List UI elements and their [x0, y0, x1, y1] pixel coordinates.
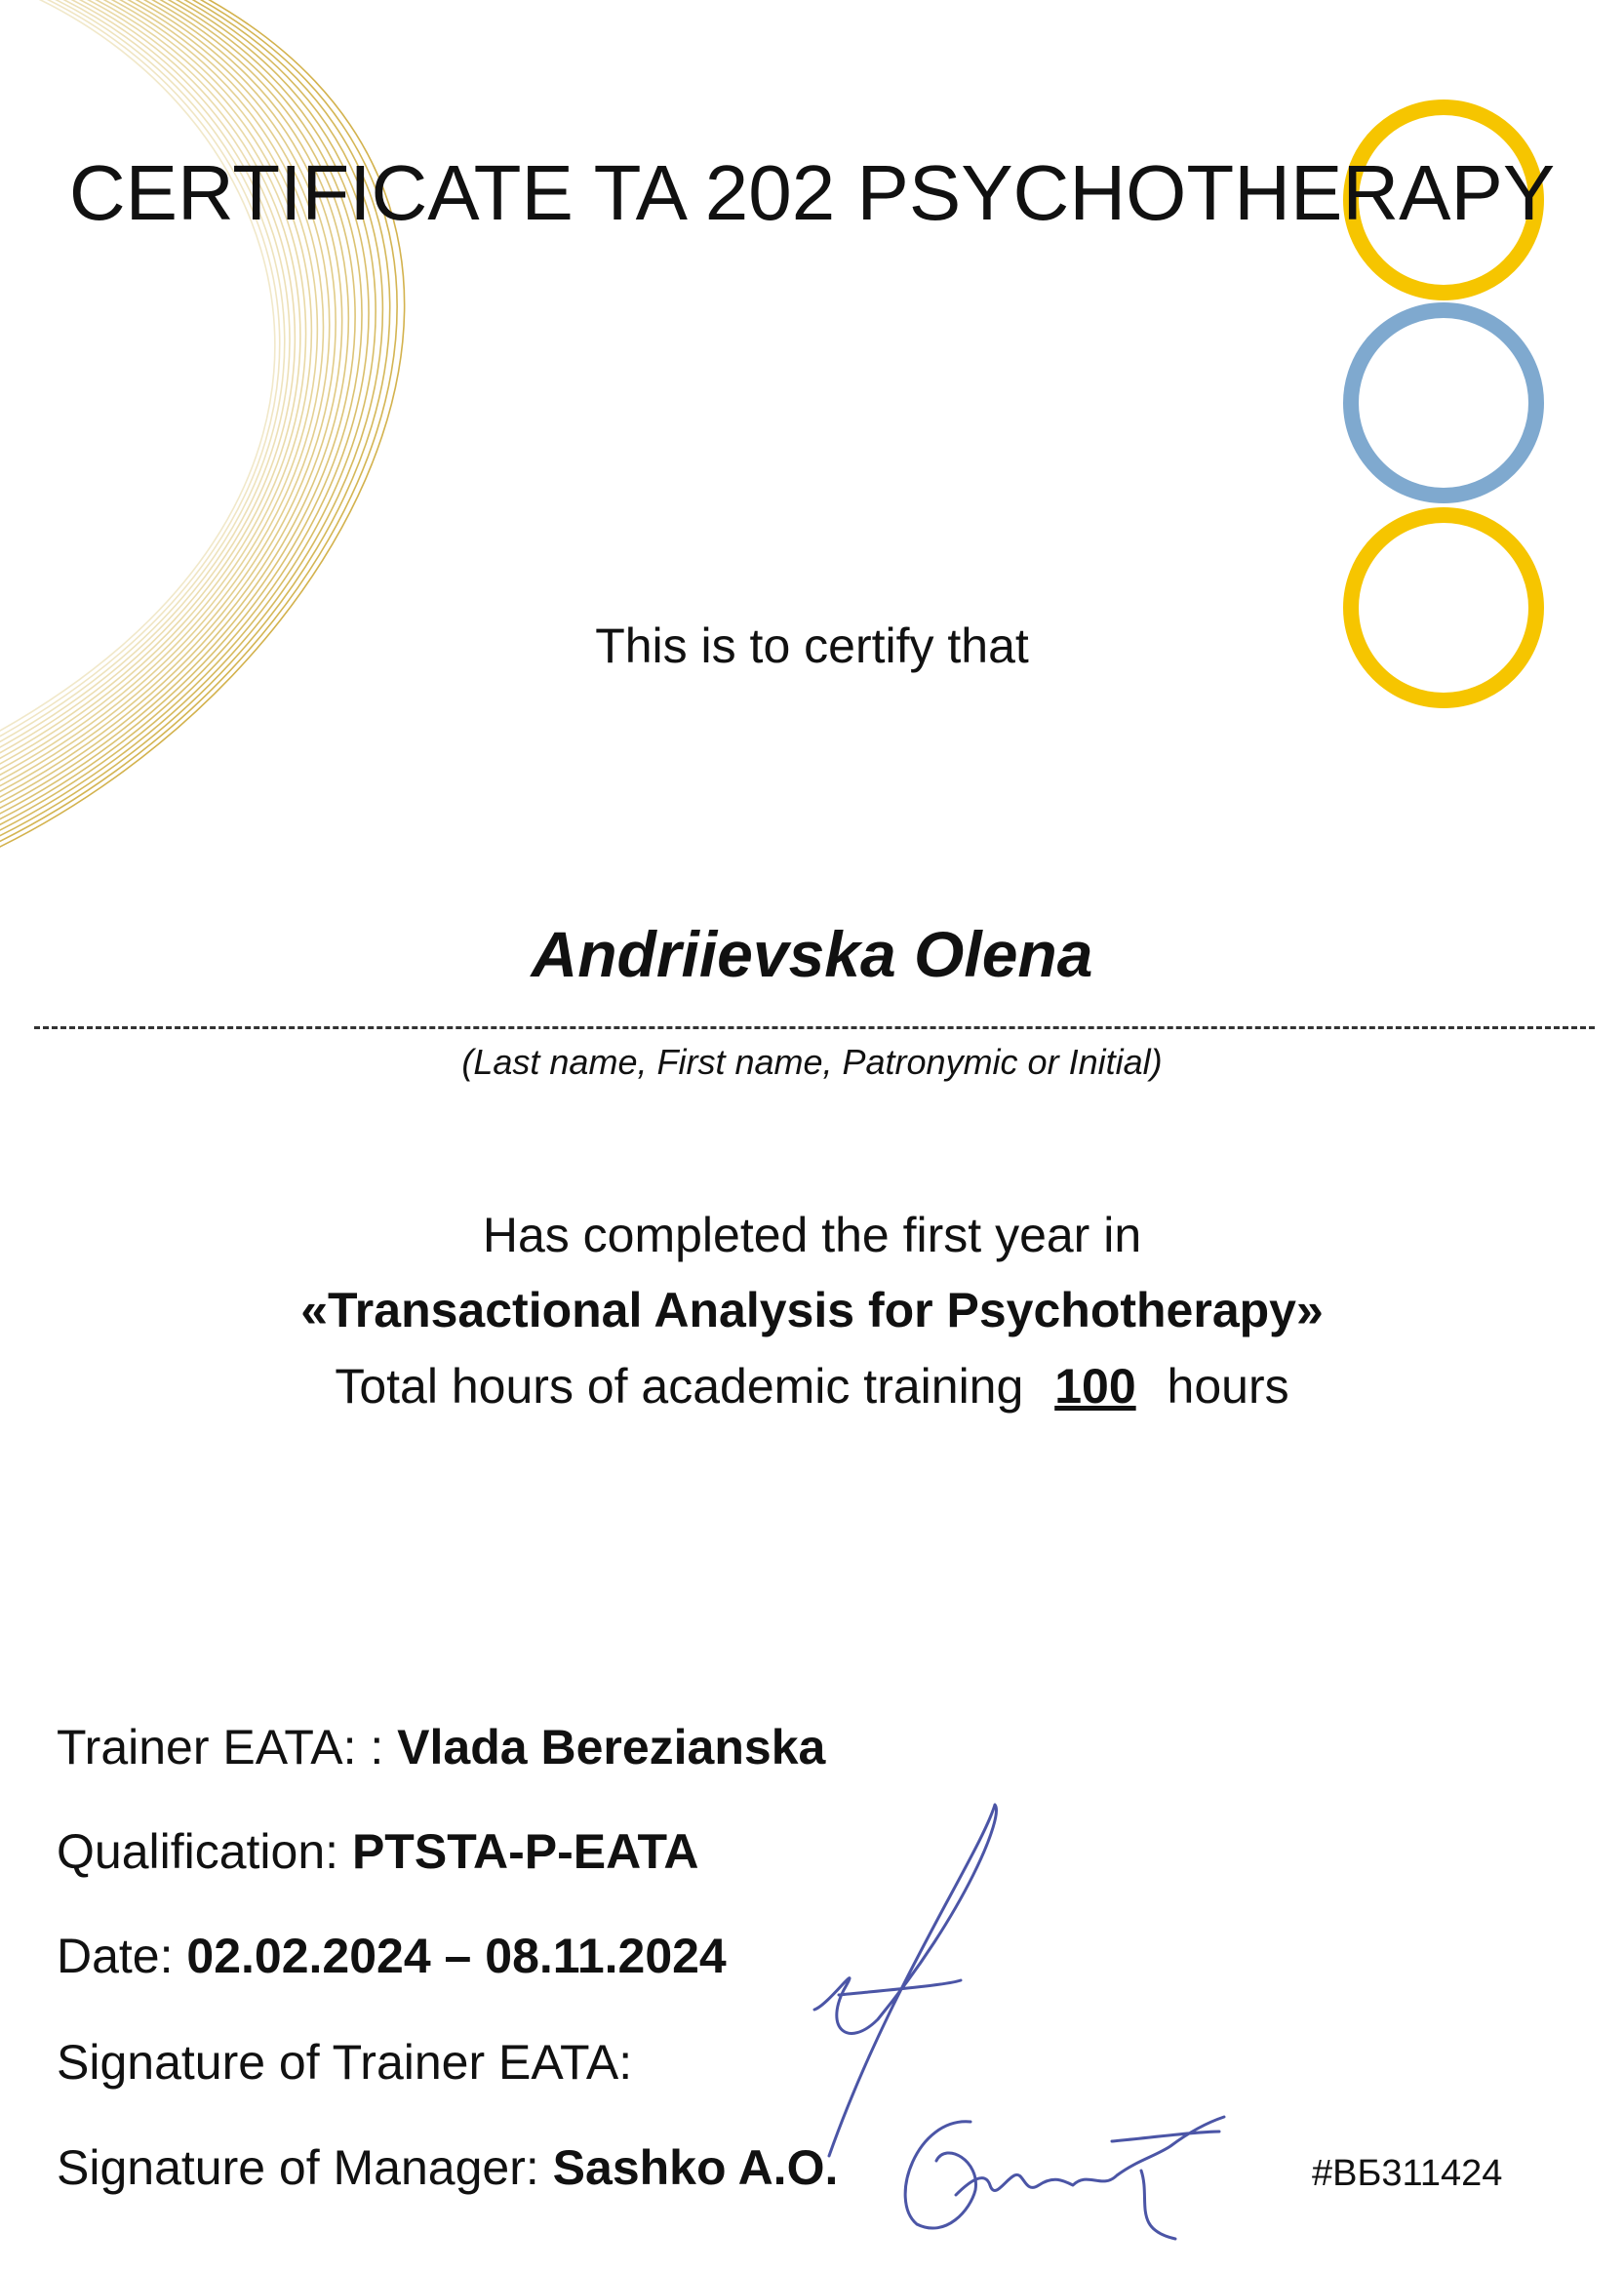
ring-blue-middle: [1351, 310, 1536, 496]
swirl-line: [0, 0, 342, 807]
gold-swirl-decoration: [0, 0, 546, 878]
completed-text: Has completed the first year in: [482, 1208, 1142, 1262]
trainer-value: Vlada Berezianska: [397, 1720, 826, 1774]
trainer-signature-row: [57, 2034, 632, 2091]
qualification-label: Qualification:: [57, 1824, 339, 1879]
manager-value: Sashko A.O.: [552, 2140, 839, 2195]
certificate-title: CERTIFICATE TA 202 PSYCHOTHERAPY: [68, 149, 1556, 236]
swirl-line: [0, 0, 376, 834]
manager-signature-label: Signature of Manager:: [57, 2140, 539, 2195]
swirl-line: [0, 0, 348, 813]
qualification-row: [57, 1823, 698, 1880]
hours-suffix: hours: [1167, 1359, 1289, 1414]
swirl-line: [0, 0, 390, 845]
recipient-name: Andriievska Olena: [531, 918, 1093, 990]
serial-number: #ВБ311424: [1312, 2153, 1503, 2194]
trainer-label: Trainer EATA: :: [57, 1720, 384, 1774]
qualification-value: PTSTA-P-EATA: [351, 1824, 699, 1879]
swirl-line: [0, 0, 382, 840]
course-name: «Transactional Analysis for Psychotherapy»: [300, 1283, 1324, 1337]
date-value: 02.02.2024 – 08.11.2024: [186, 1929, 727, 1983]
name-dashed-line: [34, 1026, 1595, 1029]
certify-text: This is to certify that: [595, 618, 1029, 673]
hours-prefix: Total hours of academic training: [335, 1359, 1024, 1414]
hours-line: [0, 1358, 1624, 1415]
hours-value: 100: [1054, 1359, 1136, 1414]
manager-signature-row: [57, 2139, 838, 2196]
trainer-signature-label: Signature of Trainer EATA:: [57, 2035, 633, 2090]
date-row: [57, 1928, 727, 1984]
name-hint: (Last name, First name, Patronymic or Initial): [461, 1042, 1163, 1082]
trainer-row: [57, 1719, 825, 1775]
manager-signature-image: [878, 2102, 1248, 2249]
date-label: Date:: [57, 1929, 174, 1983]
